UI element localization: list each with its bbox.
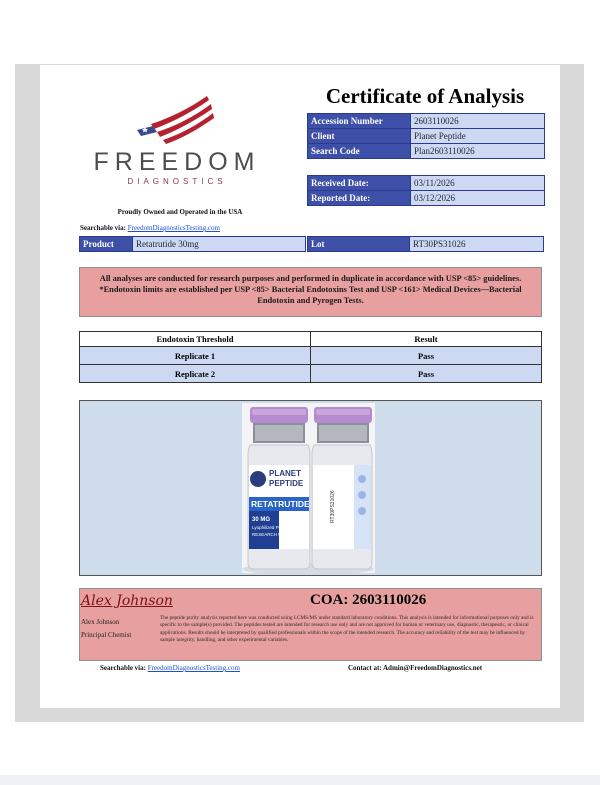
sample-photo [242, 403, 375, 573]
table-row [80, 347, 542, 365]
reported-label: Reported Date: [308, 191, 411, 206]
page-title: Certificate of Analysis [325, 84, 525, 108]
replicate-name: Replicate 1 [80, 347, 311, 365]
accession-label: Accession Number [308, 114, 411, 129]
replicate-result: Pass [311, 347, 542, 365]
vial-lot-text: RT30PS31026 [330, 490, 336, 523]
vial-product-name: RETATRUTIDE [251, 499, 310, 509]
coa-number: COA: 2603110026 [310, 592, 427, 608]
contact-email[interactable]: Contact at: Admin@FreedomDiagnostics.net [348, 664, 483, 672]
table-row [308, 144, 545, 159]
table-header-row [80, 332, 542, 347]
vial-line-1: Lyophilized Powder [252, 525, 291, 530]
client-label: Client [308, 129, 411, 144]
logo-subtitle: DIAGNOSTICS [127, 177, 227, 186]
received-label: Received Date: [308, 176, 411, 191]
viewer-strip [0, 775, 600, 785]
id-table [307, 113, 545, 159]
vial-line-2: RESEARCH USE ONLY [252, 532, 301, 537]
search-code-value: Plan2603110026 [411, 144, 545, 159]
table-row [80, 365, 542, 383]
usp-notice: All analyses are conducted for research purposes and performed in duplicate in accordance with USP <85> guidelines. *Endotoxin limits are established per USP <85> Bacterial Endotoxins Test and USP <161> Medical Devices—Bacterial Endotoxin and Pyrogen Tests. [79, 267, 542, 317]
product-label: Product [79, 236, 134, 252]
table-row [308, 129, 545, 144]
product-value: Retatrutide 30mg [132, 236, 306, 252]
searchable-top-link[interactable]: FreedomDiagnosticsTesting.com [127, 224, 220, 232]
signer-name: Alex Johnson [81, 618, 120, 626]
received-value: 03/11/2026 [411, 176, 545, 191]
result-header: Result [311, 332, 542, 347]
logo-wordmark: FREEDOM [93, 148, 261, 176]
searchable-top-label: Searchable via: [80, 224, 126, 232]
flag-logo-icon [135, 94, 215, 146]
replicate-result: Pass [311, 365, 542, 383]
accession-value: 2603110026 [411, 114, 545, 129]
client-value: Planet Peptide [411, 129, 545, 144]
reported-value: 03/12/2026 [411, 191, 545, 206]
product-lot-bar [79, 236, 542, 252]
disclaimer-text: The peptide purity analysis reported here was conducted using LCMS/MS under standard laboratory conditions. This analysis is intended for informational purposes only and is specific to the sample(s) provided. The peptides tested are intended for research use only and are not approved for human or veterinary use, diagnostic, therapeutic, or clinical applications. Results should be interpreted by qualified professionals within the scope of the intended research. The accuracy and reliability of the test may be influenced by sample integrity, handling, and other experimental variables. [160, 615, 534, 643]
searchable-top [80, 224, 220, 232]
dates-table [307, 175, 545, 206]
results-table [79, 331, 542, 383]
replicate-name: Replicate 2 [80, 365, 311, 383]
table-row [308, 114, 545, 129]
vial-photo-illustration [242, 403, 375, 573]
vial-brand-top: PLANET [269, 469, 301, 478]
searchable-bottom-link[interactable]: FreedomDiagnosticsTesting.com [147, 664, 240, 672]
signer-title: Principal Chemist [81, 631, 132, 639]
vial-brand-bottom: PEPTIDE [269, 479, 304, 488]
table-row [308, 176, 545, 191]
lot-value: RT30PS31026 [409, 236, 544, 252]
searchable-bottom [100, 664, 240, 672]
signature: Alex Johnson [81, 593, 173, 609]
searchable-bottom-label: Searchable via: [100, 664, 146, 672]
table-row [308, 191, 545, 206]
threshold-header: Endotoxin Threshold [80, 332, 311, 347]
search-code-label: Search Code [308, 144, 411, 159]
owned-tagline: Proudly Owned and Operated in the USA [117, 208, 243, 216]
lot-label: Lot [307, 236, 411, 252]
vial-dose: 30 MG [252, 517, 271, 523]
